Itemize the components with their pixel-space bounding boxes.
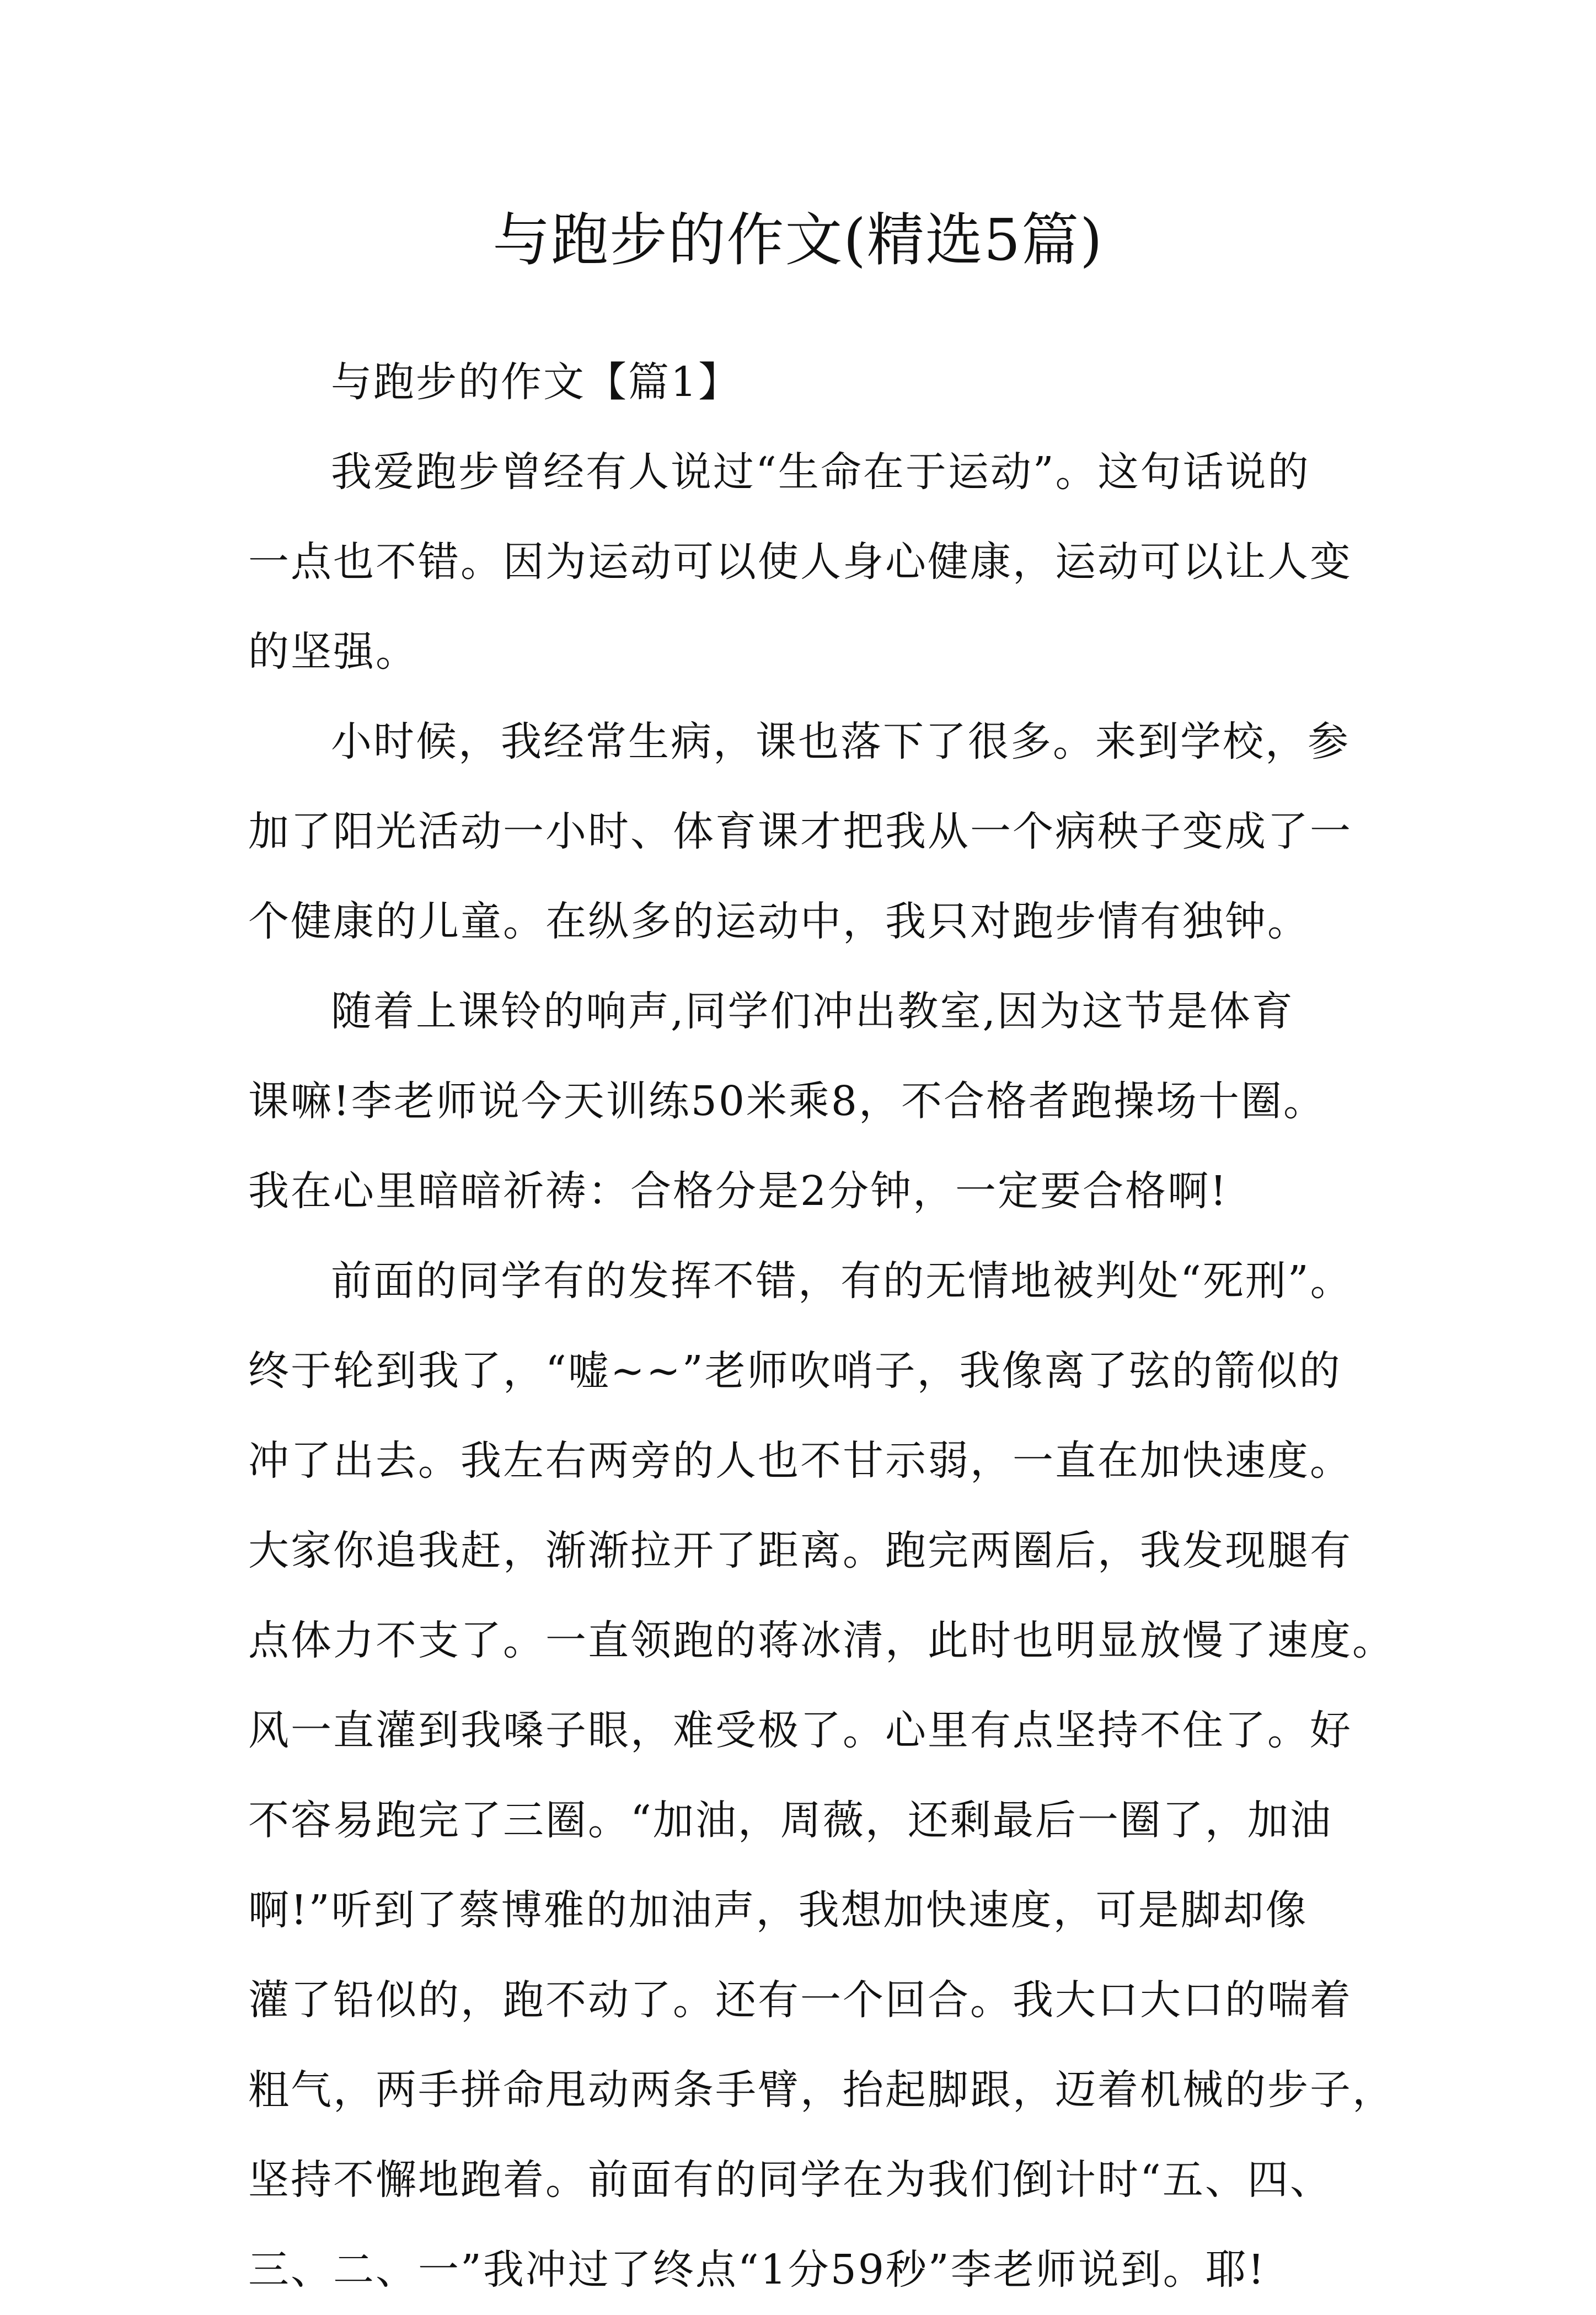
document-title: 与跑步的作文(精选5篇): [492, 206, 1104, 274]
paragraph-line: 我爱跑步曾经有人说过“生命在于运动”。这句话说的: [331, 448, 1310, 496]
paragraph-line: 风一直灌到我嗓子眼，难受极了。心里有点坚持不住了。好: [248, 1707, 1352, 1754]
paragraph-line: 课嘛!李老师说今天训练50米乘8，不合格者跑操场十圈。: [248, 1078, 1326, 1125]
paragraph-line: 小时候，我经常生病，课也落下了很多。来到学校，参: [331, 718, 1350, 765]
paragraph-line: 我在心里暗暗祈祷：合格分是2分钟，一定要合格啊!: [248, 1167, 1228, 1215]
paragraph-line: 不容易跑完了三圈。“加油，周薇，还剩最后一圈了，加油: [248, 1797, 1332, 1844]
paragraph-line: 三、二、一”我冲过了终点“1分59秒”李老师说到。耶!: [248, 2246, 1266, 2293]
paragraph-line: 前面的同学有的发挥不错，有的无情地被判处“死刑”。: [331, 1257, 1353, 1305]
paragraph-line: 个健康的儿童。在纵多的运动中，我只对跑步情有独钟。: [248, 898, 1310, 945]
paragraph-line: 终于轮到我了，“嘘~~”老师吹哨子，我像离了弦的箭似的: [248, 1347, 1342, 1395]
document-body: [248, 337, 1395, 2315]
paragraph-line: 加了阳光活动一小时、体育课才把我从一个病秧子变成了一: [248, 808, 1352, 855]
paragraph-line: 粗气，两手拼命甩动两条手臂，抬起脚跟，迈着机械的步子，: [248, 2066, 1395, 2114]
paragraph-line: 点体力不支了。一直领跑的蒋冰清，此时也明显放慢了速度。: [248, 1617, 1395, 1664]
paragraph-line: 的坚强。: [248, 628, 418, 676]
paragraph-line: 冲了出去。我左右两旁的人也不甘示弱，一直在加快速度。: [248, 1437, 1352, 1485]
paragraph-line: 坚持不懈地跑着。前面有的同学在为我们倒计时“五、四、: [248, 2156, 1332, 2204]
paragraph-line: 啊!”听到了蔡博雅的加油声，我想加快速度，可是脚却像: [248, 1887, 1308, 1934]
paragraph-line: 灌了铅似的，跑不动了。还有一个回合。我大口大口的喘着: [248, 1976, 1352, 2024]
paragraph-line: 随着上课铃的响声,同学们冲出教室,因为这节是体育: [331, 988, 1295, 1035]
paragraph-line: 一点也不错。因为运动可以使人身心健康，运动可以让人变: [248, 538, 1352, 586]
paragraph-line: 大家你追我赶，渐渐拉开了距离。跑完两圈后，我发现腿有: [248, 1527, 1352, 1574]
section-heading: 与跑步的作文【篇1】: [331, 358, 741, 406]
